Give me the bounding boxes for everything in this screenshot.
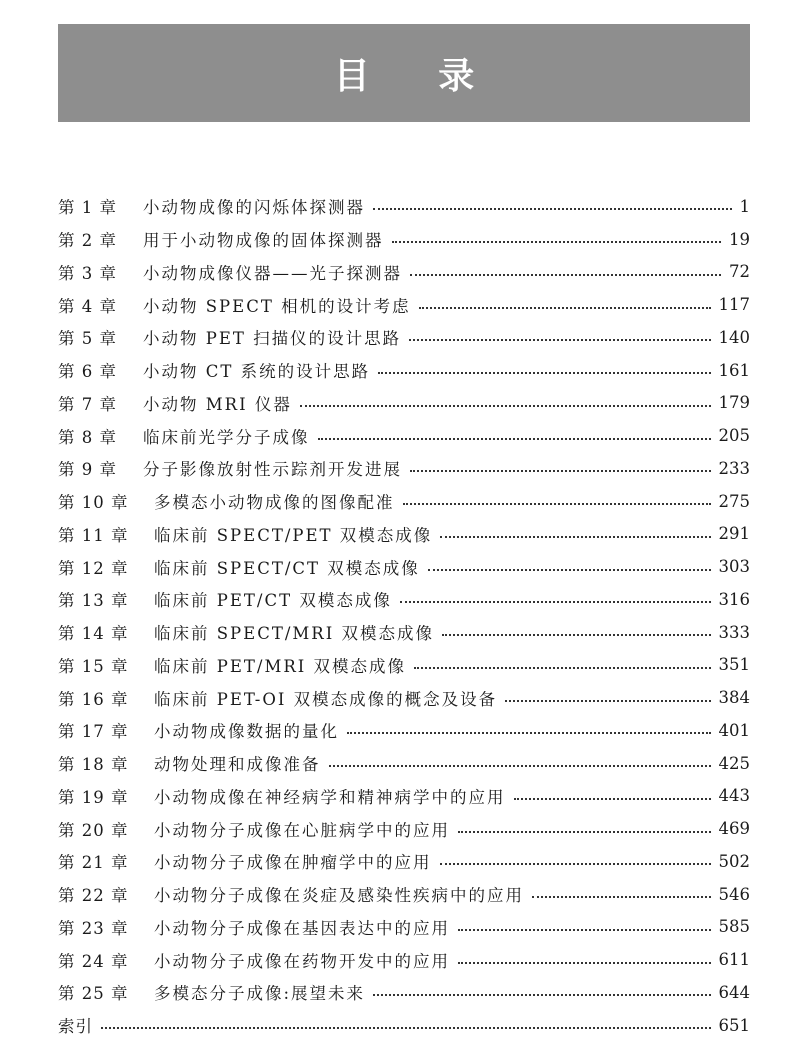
chapter-title: 用于小动物成像的固体探测器 [143, 231, 384, 251]
toc-entry[interactable] [58, 747, 750, 780]
toc-entry[interactable] [58, 780, 750, 813]
chapter-number: 第 23 章 [58, 918, 129, 938]
chapter-title: 小动物成像数据的量化 [154, 722, 339, 742]
chapter-title: 小动物分子成像在药物开发中的应用 [154, 951, 450, 971]
chapter-number: 第 3 章 [58, 263, 117, 283]
chapter-number: 索引 [58, 1017, 93, 1037]
dot-leader [101, 1027, 711, 1029]
toc-entry[interactable] [58, 223, 750, 256]
page-number: 425 [718, 753, 750, 773]
chapter-number: 第 11 章 [58, 525, 129, 545]
chapter-title: 临床前 SPECT/MRI 双模态成像 [154, 624, 434, 644]
chapter-title: 临床前 PET/CT 双模态成像 [154, 591, 392, 611]
chapter-number: 第 4 章 [58, 296, 117, 316]
page-number: 316 [718, 589, 750, 609]
chapter-number: 第 16 章 [58, 689, 129, 709]
chapter-number: 第 2 章 [58, 231, 117, 251]
chapter-title: 小动物分子成像在炎症及感染性疾病中的应用 [154, 886, 524, 906]
toc-entry[interactable] [58, 976, 750, 1009]
dot-leader [318, 438, 711, 440]
dot-leader [419, 307, 711, 309]
chapter-title: 临床前 PET/MRI 双模态成像 [154, 656, 407, 676]
toc-entry[interactable] [58, 649, 750, 682]
chapter-number: 第 20 章 [58, 820, 129, 840]
page-number: 205 [718, 426, 750, 446]
chapter-title: 分子影像放射性示踪剂开发进展 [143, 460, 402, 480]
chapter-number: 第 21 章 [58, 853, 129, 873]
page-number: 19 [729, 229, 750, 249]
page-number: 117 [718, 295, 750, 315]
dot-leader [414, 667, 710, 669]
dot-leader [440, 536, 710, 538]
chapter-number: 第 14 章 [58, 624, 129, 644]
page-number: 233 [718, 458, 750, 478]
chapter-number: 第 7 章 [58, 394, 117, 414]
chapter-title: 临床前 PET-OI 双模态成像的概念及设备 [154, 689, 498, 709]
page-number: 644 [718, 982, 750, 1002]
chapter-title: 临床前 SPECT/CT 双模态成像 [154, 558, 420, 578]
toc-entry[interactable] [58, 943, 750, 976]
chapter-title: 小动物分子成像在心脏病学中的应用 [154, 820, 450, 840]
toc-entry[interactable] [58, 714, 750, 747]
toc-entry[interactable] [58, 452, 750, 485]
dot-leader [403, 503, 711, 505]
dot-leader [514, 798, 711, 800]
page-number: 291 [718, 524, 750, 544]
dot-leader [410, 274, 721, 276]
chapter-number: 第 9 章 [58, 460, 117, 480]
page-number: 72 [729, 262, 750, 282]
chapter-title: 小动物 SPECT 相机的设计考虑 [143, 296, 411, 316]
chapter-number: 第 24 章 [58, 951, 129, 971]
toc-entry[interactable] [58, 812, 750, 845]
toc-entry[interactable] [58, 419, 750, 452]
chapter-number: 第 13 章 [58, 591, 129, 611]
page-number: 275 [718, 491, 750, 511]
page-number: 502 [718, 851, 750, 871]
page-number: 401 [718, 720, 750, 740]
toc-heading: 目 录 [333, 55, 503, 97]
toc-entry[interactable] [58, 681, 750, 714]
chapter-title: 小动物成像的闪烁体探测器 [143, 198, 365, 218]
chapter-title: 动物处理和成像准备 [154, 755, 321, 775]
page-number: 351 [718, 655, 750, 675]
chapter-number: 第 25 章 [58, 984, 129, 1004]
toc-entry[interactable] [58, 583, 750, 616]
dot-leader [428, 569, 711, 571]
dot-leader [410, 470, 711, 472]
chapter-title: 小动物 MRI 仪器 [143, 394, 292, 414]
chapter-number: 第 22 章 [58, 886, 129, 906]
chapter-title: 小动物 PET 扫描仪的设计思路 [143, 329, 402, 349]
page-number: 1 [739, 196, 750, 216]
dot-leader [329, 765, 711, 767]
toc-entry[interactable] [58, 616, 750, 649]
chapter-title: 小动物分子成像在基因表达中的应用 [154, 918, 450, 938]
page-number: 303 [718, 557, 750, 577]
toc-entry[interactable] [58, 1009, 750, 1042]
toc-entry[interactable] [58, 878, 750, 911]
toc-entry[interactable] [58, 387, 750, 420]
page-number: 333 [718, 622, 750, 642]
chapter-number: 第 17 章 [58, 722, 129, 742]
chapter-number: 第 15 章 [58, 656, 129, 676]
dot-leader [300, 405, 711, 407]
toc-entry[interactable] [58, 518, 750, 551]
page-number: 384 [718, 688, 750, 708]
table-of-contents [58, 190, 750, 1042]
chapter-title: 多模态小动物成像的图像配准 [154, 493, 395, 513]
toc-entry[interactable] [58, 911, 750, 944]
chapter-title: 小动物 CT 系统的设计思路 [143, 362, 371, 382]
toc-entry[interactable] [58, 288, 750, 321]
page-number: 651 [718, 1015, 750, 1035]
page-number: 179 [718, 393, 750, 413]
chapter-title: 小动物成像仪器——光子探测器 [143, 263, 402, 283]
chapter-number: 第 10 章 [58, 493, 129, 513]
chapter-number: 第 12 章 [58, 558, 129, 578]
dot-leader [458, 831, 711, 833]
toc-entry[interactable] [58, 321, 750, 354]
chapter-number: 第 1 章 [58, 198, 117, 218]
chapter-title: 小动物分子成像在肿瘤学中的应用 [154, 853, 432, 873]
dot-leader [440, 863, 711, 865]
page-number: 140 [718, 327, 750, 347]
dot-leader [505, 700, 710, 702]
toc-entry[interactable] [58, 256, 750, 289]
chapter-title: 临床前光学分子成像 [143, 427, 310, 447]
chapter-number: 第 6 章 [58, 362, 117, 382]
chapter-title: 小动物成像在神经病学和精神病学中的应用 [154, 787, 506, 807]
page-number: 585 [718, 917, 750, 937]
page-number: 546 [718, 884, 750, 904]
chapter-number: 第 8 章 [58, 427, 117, 447]
page-number: 469 [718, 819, 750, 839]
dot-leader [458, 929, 711, 931]
chapter-number: 第 5 章 [58, 329, 117, 349]
dot-leader [409, 339, 710, 341]
toc-entry[interactable] [58, 845, 750, 878]
page-number: 443 [718, 786, 750, 806]
toc-entry[interactable] [58, 190, 750, 223]
page-number: 161 [718, 360, 750, 380]
dot-leader [458, 962, 711, 964]
chapter-title: 多模态分子成像:展望未来 [154, 984, 366, 1004]
dot-leader [400, 601, 711, 603]
toc-entry[interactable] [58, 354, 750, 387]
chapter-title: 临床前 SPECT/PET 双模态成像 [154, 525, 433, 545]
toc-entry[interactable] [58, 485, 750, 518]
dot-leader [392, 241, 722, 243]
page-number: 611 [718, 950, 750, 970]
toc-heading-banner [58, 24, 750, 122]
chapter-number: 第 18 章 [58, 755, 129, 775]
dot-leader [532, 896, 711, 898]
dot-leader [378, 372, 710, 374]
toc-entry[interactable] [58, 550, 750, 583]
dot-leader [347, 732, 711, 734]
dot-leader [442, 634, 711, 636]
dot-leader [373, 994, 710, 996]
chapter-number: 第 19 章 [58, 787, 129, 807]
dot-leader [373, 208, 732, 210]
